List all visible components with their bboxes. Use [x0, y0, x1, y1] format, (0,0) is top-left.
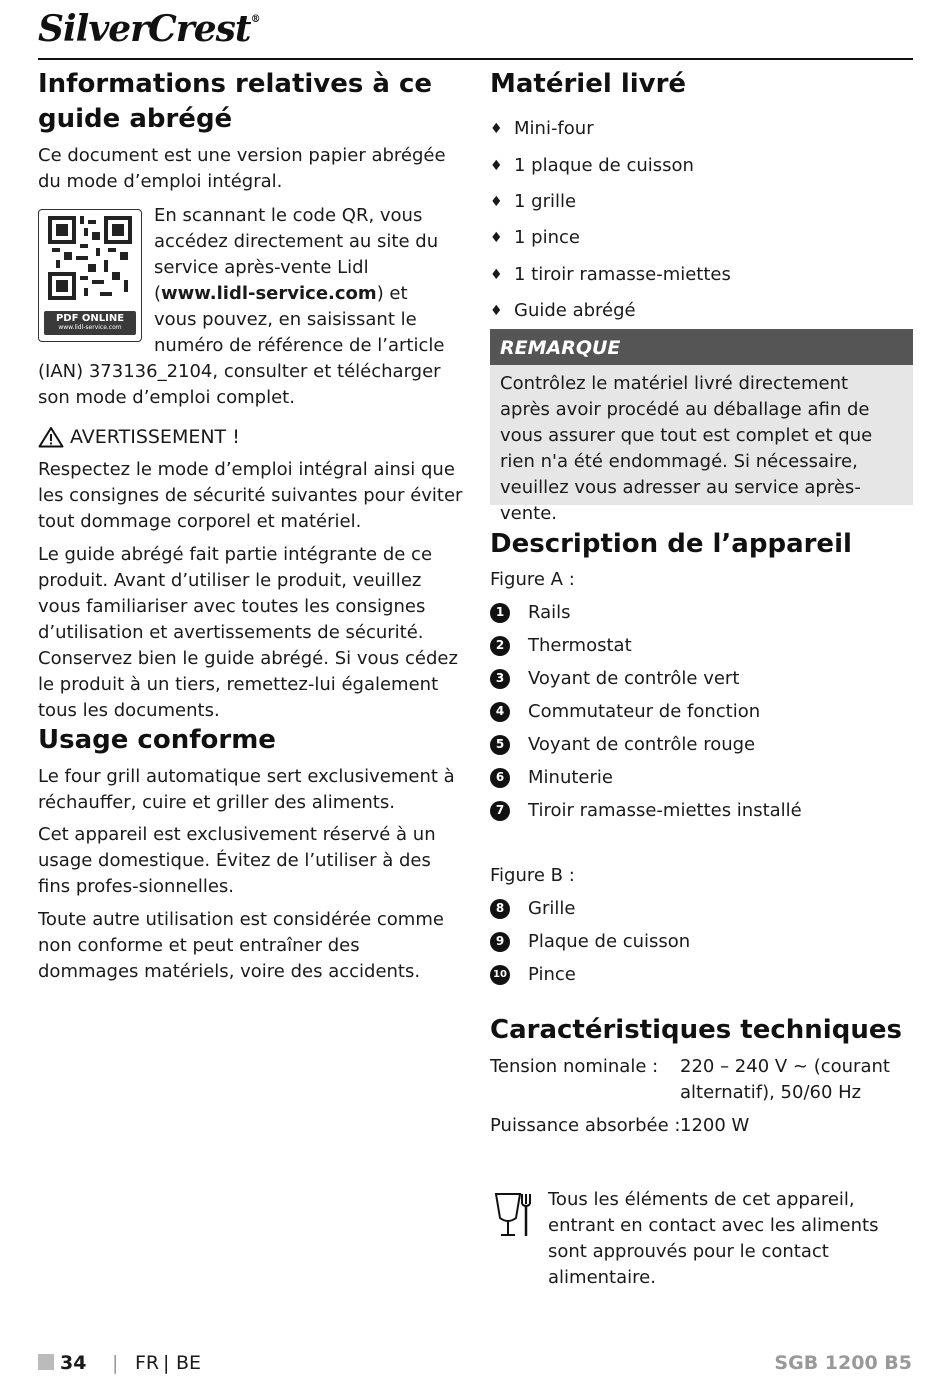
diamond-bullet-icon: ♦: [490, 303, 503, 320]
usage-paragraph-2: Cet appareil est exclusivement réservé à un usage domestique. Évitez de l’utiliser à des fins profes-sionnelles.: [38, 824, 436, 897]
lang-be: BE: [176, 1352, 202, 1374]
spec-value: 1200 W: [680, 1115, 750, 1136]
qr-text: En scannant le code QR, vous accédez directement au site du service après-vente Lidl (www.lidl-service.com) et vous pouvez, en saisissant le numéro de référence de l’article: [154, 205, 445, 356]
figure-a-list: [490, 596, 913, 827]
number-badge: 3: [490, 669, 510, 689]
warning-paragraph-2: Le guide abrégé fait partie intégrante de ce produit. Avant d’utiliser le produit, veuillez vous familiariser avec toutes les consignes d’utilisation et avertissements de sécurité. Conservez bien le guide abrégé. Si vous cédez le produit à un tiers, remettez-lui également tous les documents.: [38, 544, 458, 721]
number-badge: 6: [490, 768, 510, 788]
brand-logo: SilverCrest®: [38, 8, 260, 50]
food-contact-icon: [492, 1190, 540, 1240]
list-item: 3 Voyant de contrôle vert: [490, 662, 913, 695]
warning-heading: AVERTISSEMENT !: [38, 424, 463, 450]
remarque-title: REMARQUE: [490, 329, 913, 365]
number-badge: 10: [490, 965, 510, 985]
page-number: 34: [38, 1350, 86, 1376]
number-badge: 7: [490, 801, 510, 821]
info-title: Informations relatives à ce guide abrégé: [38, 69, 433, 134]
spec-row-puissance: [490, 1113, 913, 1141]
lang-divider: |: [163, 1352, 170, 1374]
food-contact-text: Tous les éléments de cet appareil, entrant en contact avec les aliments sont approuvés pour le contact alimentaire.: [548, 1189, 879, 1288]
list-item: ♦ 1 tiroir ramasse-miettes: [490, 257, 913, 293]
list-item: 5 Voyant de contrôle rouge: [490, 728, 913, 761]
number-badge: 1: [490, 603, 510, 623]
list-item: ♦ Mini-four: [490, 111, 913, 147]
spec-row-tension: [490, 1054, 913, 1110]
qr-caption: PDF ONLINE www.lidl-service.com: [44, 311, 136, 335]
list-item: 2 Thermostat: [490, 629, 913, 662]
list-item: 7 Tiroir ramasse-miettes installé: [490, 794, 913, 827]
list-item: ♦ 1 plaque de cuisson: [490, 147, 913, 183]
spec-key: Tension nominale :: [490, 1056, 659, 1077]
diamond-bullet-icon: ♦: [490, 230, 503, 247]
figure-b-list: [490, 892, 913, 991]
number-badge: 8: [490, 899, 510, 919]
qr-text-ian: (IAN) 373136_2104, consulter et télécharger son mode d’emploi complet.: [38, 361, 441, 408]
header-rule: [38, 58, 913, 60]
diamond-bullet-icon: ♦: [490, 121, 503, 138]
diamond-bullet-icon: ♦: [490, 157, 503, 174]
list-item: ♦ 1 pince: [490, 220, 913, 256]
list-item: 6 Minuterie: [490, 761, 913, 794]
list-item: 1 Rails: [490, 596, 913, 629]
usage-paragraph-1: Le four grill automatique sert exclusivement à réchauffer, cuire et griller des aliments.: [38, 766, 455, 813]
list-item: ♦ 1 grille: [490, 184, 913, 220]
number-badge: 5: [490, 735, 510, 755]
list-item: 9 Plaque de cuisson: [490, 925, 913, 958]
figure-b-label: Figure B :: [490, 865, 575, 886]
materiel-title: Matériel livré: [490, 69, 687, 99]
model-number: SGB 1200 B5: [774, 1352, 912, 1374]
footer-divider: |: [112, 1352, 119, 1374]
list-item: 10 Pince: [490, 958, 913, 991]
usage-paragraph-3: Toute autre utilisation est considérée comme non conforme et peut entraîner des dommages matériels, voire des accidents.: [38, 909, 444, 982]
list-item: ♦ Guide abrégé: [490, 293, 913, 329]
number-badge: 4: [490, 702, 510, 722]
warning-paragraph-1: Respectez le mode d’emploi intégral ainsi que les consignes de sécurité suivantes pour éviter tout dommage corporel et matériel.: [38, 459, 463, 532]
page-marker-square: [38, 1354, 54, 1370]
list-item: 8 Grille: [490, 892, 913, 925]
usage-title: Usage conforme: [38, 725, 276, 755]
figure-a-label: Figure A :: [490, 569, 575, 590]
number-badge: 2: [490, 636, 510, 656]
spec-key: Puissance absorbée :: [490, 1115, 681, 1136]
number-badge: 9: [490, 932, 510, 952]
service-link[interactable]: www.lidl-service.com: [161, 283, 377, 304]
tech-title: Caractéristiques techniques: [490, 1015, 902, 1045]
spec-value: 220 – 240 V ~ (courant alternatif), 50/60 Hz: [680, 1056, 890, 1103]
lang-fr: FR: [135, 1352, 160, 1374]
list-item: 4 Commutateur de fonction: [490, 695, 913, 728]
materiel-list: [490, 111, 913, 329]
warning-triangle-icon: [38, 426, 64, 448]
info-intro: Ce document est une version papier abrégée du mode d’emploi intégral.: [38, 145, 446, 192]
diamond-bullet-icon: ♦: [490, 266, 503, 283]
qr-code[interactable]: [38, 209, 142, 342]
diamond-bullet-icon: ♦: [490, 193, 503, 210]
remarque-text: Contrôlez le matériel livré directement après avoir procédé au déballage afin de vous assurer que tout est complet et que rien n'a été endommagé. Si nécessaire, veuillez vous adresser au service après-vente.: [500, 373, 873, 524]
qr-icon: [48, 216, 132, 300]
description-title: Description de l’appareil: [490, 529, 852, 559]
remarque-box: [490, 329, 913, 524]
